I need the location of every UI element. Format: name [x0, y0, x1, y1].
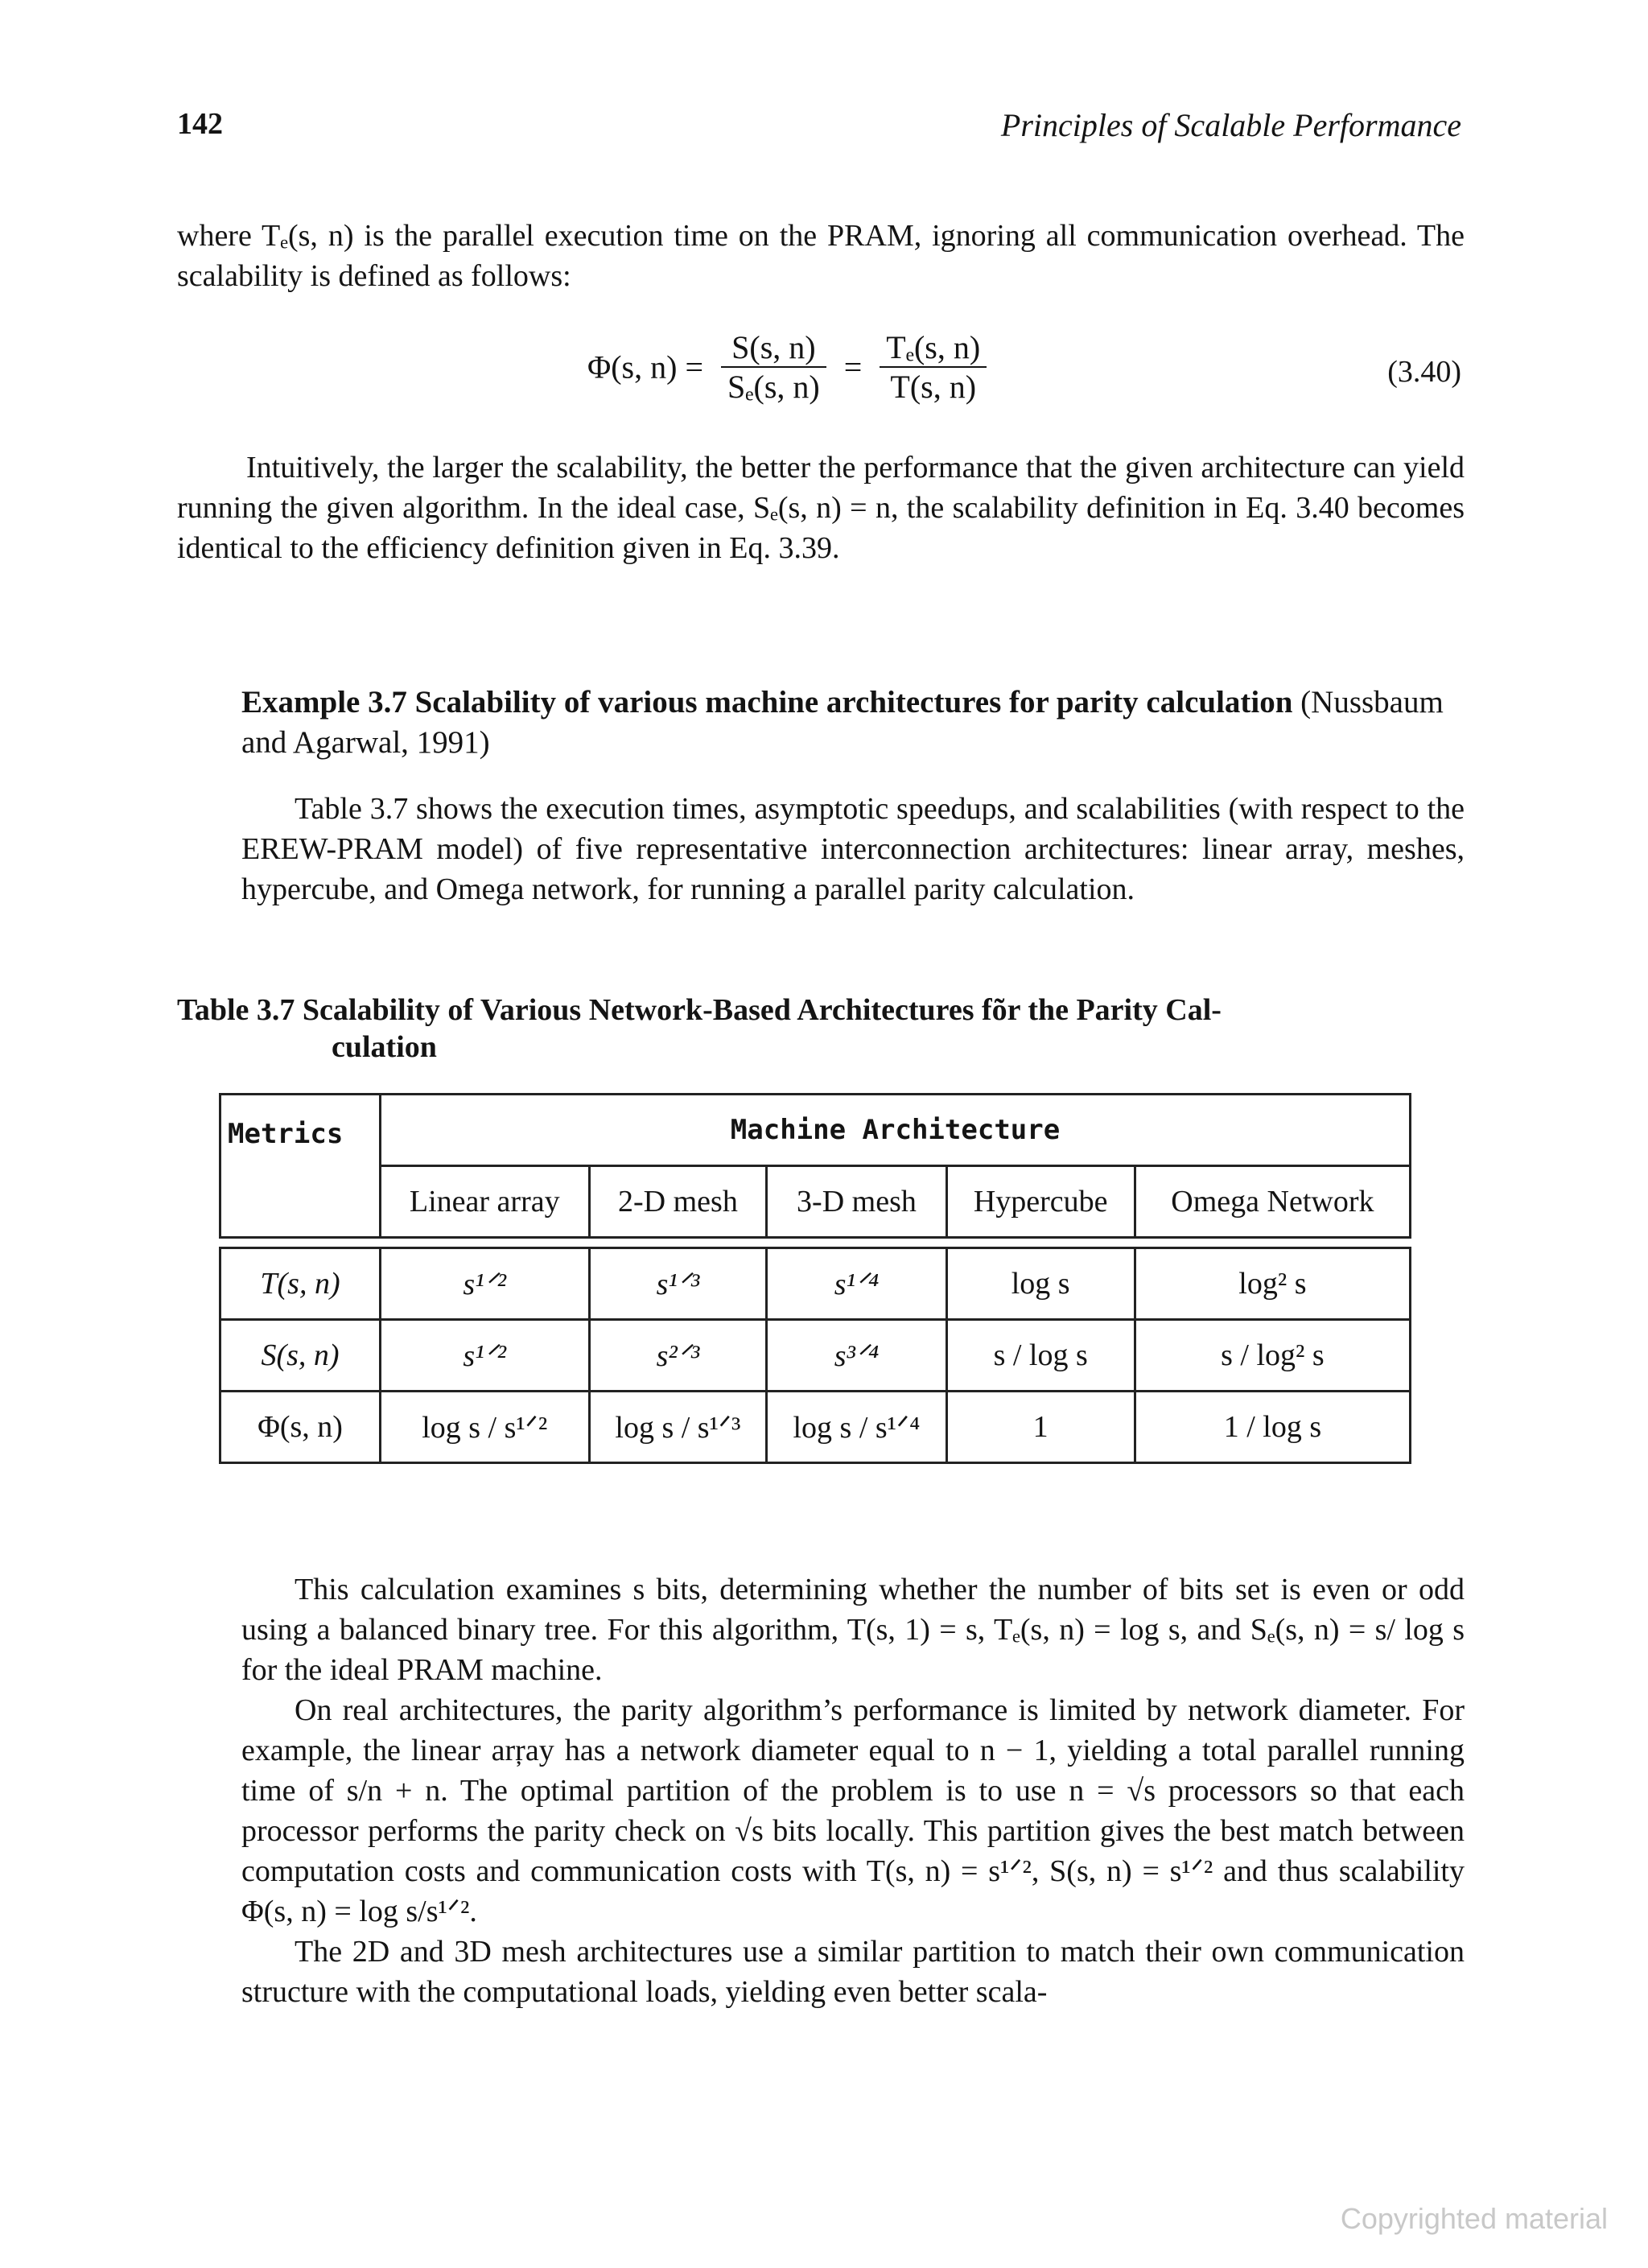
- running-title: Principles of Scalable Performance: [1000, 107, 1461, 143]
- table-cell: log s / s¹ᐟ²: [381, 1392, 590, 1463]
- body-paragraph-3: The 2D and 3D mesh architectures use a similar partition to match their own communication structure with the computational loads, yielding even better scala-: [241, 1935, 1465, 2009]
- table-spacer: [220, 1238, 1411, 1248]
- equation-fraction-2: [880, 328, 987, 406]
- table-cell: log s / s¹ᐟ³: [589, 1392, 767, 1463]
- table-caption-line2: culation: [332, 1030, 437, 1064]
- intro-paragraph: where Tₑ(s, n) is the parallel execution time on the PRAM, ignoring all communication overhead. The scalability is defined as follows:: [177, 219, 1465, 293]
- table-row: [220, 1248, 1411, 1320]
- body-paragraph-2: On real architectures, the parity algorithm’s performance is limited by network diameter. For example, the linear arŗay has a network diameter equal to n − 1, yielding a total parallel running time of s/n + n. The optimal partition of the problem is to use n = √s processors so that each processor performs the parity check on √s bits locally. This partition gives the best match between computation costs and communication costs with T(s, n) = s¹ᐟ², S(s, n) = s¹ᐟ² and thus scalability Φ(s, n) = log s/s¹ᐟ².: [241, 1693, 1465, 1928]
- column-header: Linear array: [381, 1166, 590, 1238]
- example-heading: [241, 682, 1465, 763]
- column-header: 3-D mesh: [767, 1166, 946, 1238]
- scalability-table: [219, 1093, 1411, 1464]
- example-citation: (Nussbaum and Agarwal, 1991): [241, 685, 1444, 760]
- fraction-1-numerator: S(s, n): [721, 328, 826, 368]
- table-cell: s / log² s: [1135, 1320, 1410, 1392]
- equation-number: (3.40): [1387, 355, 1461, 389]
- table-cell: log s: [946, 1248, 1135, 1320]
- copyright-watermark: Copyrighted material: [1340, 2202, 1608, 2235]
- table-cell: 1 / log s: [1135, 1392, 1410, 1463]
- table-cell: log s / s¹ᐟ⁴: [767, 1392, 946, 1463]
- table-cell: s¹ᐟ⁴: [767, 1248, 946, 1320]
- row-metric: T(s, n): [220, 1248, 381, 1320]
- equation-equals: =: [843, 348, 863, 386]
- equation-3-40: [587, 328, 1086, 417]
- example-body: Table 3.7 shows the execution times, asymptotic speedups, and scalabilities (with respect to the EREW-PRAM model) of five representative interconnection architectures: linear array, meshes, hypercube, and Omega network, for running a parallel parity calculation.: [241, 792, 1465, 906]
- column-header: Omega Network: [1135, 1166, 1410, 1238]
- table-cell: s / log s: [946, 1320, 1135, 1392]
- table-caption-line1: Table 3.7 Scalability of Various Network-Based Architectures fõr the Parity Cal-: [177, 993, 1222, 1027]
- table-cell: s²ᐟ³: [589, 1320, 767, 1392]
- table-cell: s¹ᐟ³: [589, 1248, 767, 1320]
- table-header-row: [220, 1095, 1411, 1166]
- table-cell: s³ᐟ⁴: [767, 1320, 946, 1392]
- example-title: Scalability of various machine architectures for parity calculation: [414, 685, 1293, 720]
- table-row: [220, 1392, 1411, 1463]
- table-row: [220, 1320, 1411, 1392]
- intuition-paragraph: Intuitively, the larger the scalability, the better the performance that the given architecture can yield running the given algorithm. In the ideal case, Sₑ(s, n) = n, the scalability definition in Eq. 3.40 becomes identical to the efficiency definition given in Eq. 3.39.: [177, 451, 1465, 565]
- body-text: [241, 1569, 1465, 2012]
- column-header: 2-D mesh: [589, 1166, 767, 1238]
- body-paragraph-1: This calculation examines s bits, determining whether the number of bits set is even or odd using a balanced binary tree. For this algorithm, T(s, 1) = s, Tₑ(s, n) = log s, and Sₑ(s, n) = s/ log s for the ideal PRAM machine.: [241, 1573, 1465, 1687]
- page-number: 142: [177, 107, 223, 141]
- fraction-2-numerator: Tₑ(s, n): [880, 328, 987, 368]
- fraction-1-denominator: Sₑ(s, n): [727, 369, 820, 405]
- machine-architecture-header: Machine Architecture: [381, 1095, 1411, 1166]
- table-cell: s¹ᐟ²: [381, 1320, 590, 1392]
- metrics-header: Metrics: [220, 1095, 381, 1238]
- column-header: Hypercube: [946, 1166, 1135, 1238]
- table-cell: log² s: [1135, 1248, 1410, 1320]
- example-label: Example 3.7: [241, 685, 407, 720]
- table-caption: [177, 992, 1465, 1066]
- row-metric: Φ(s, n): [220, 1392, 381, 1463]
- table-cell: s¹ᐟ²: [381, 1248, 590, 1320]
- table-cell: 1: [946, 1392, 1135, 1463]
- row-metric: S(s, n): [220, 1320, 381, 1392]
- equation-fraction-1: [721, 328, 826, 406]
- equation-lhs: Φ(s, n) =: [587, 348, 704, 386]
- table-column-row: [220, 1166, 1411, 1238]
- fraction-2-denominator: T(s, n): [890, 369, 977, 405]
